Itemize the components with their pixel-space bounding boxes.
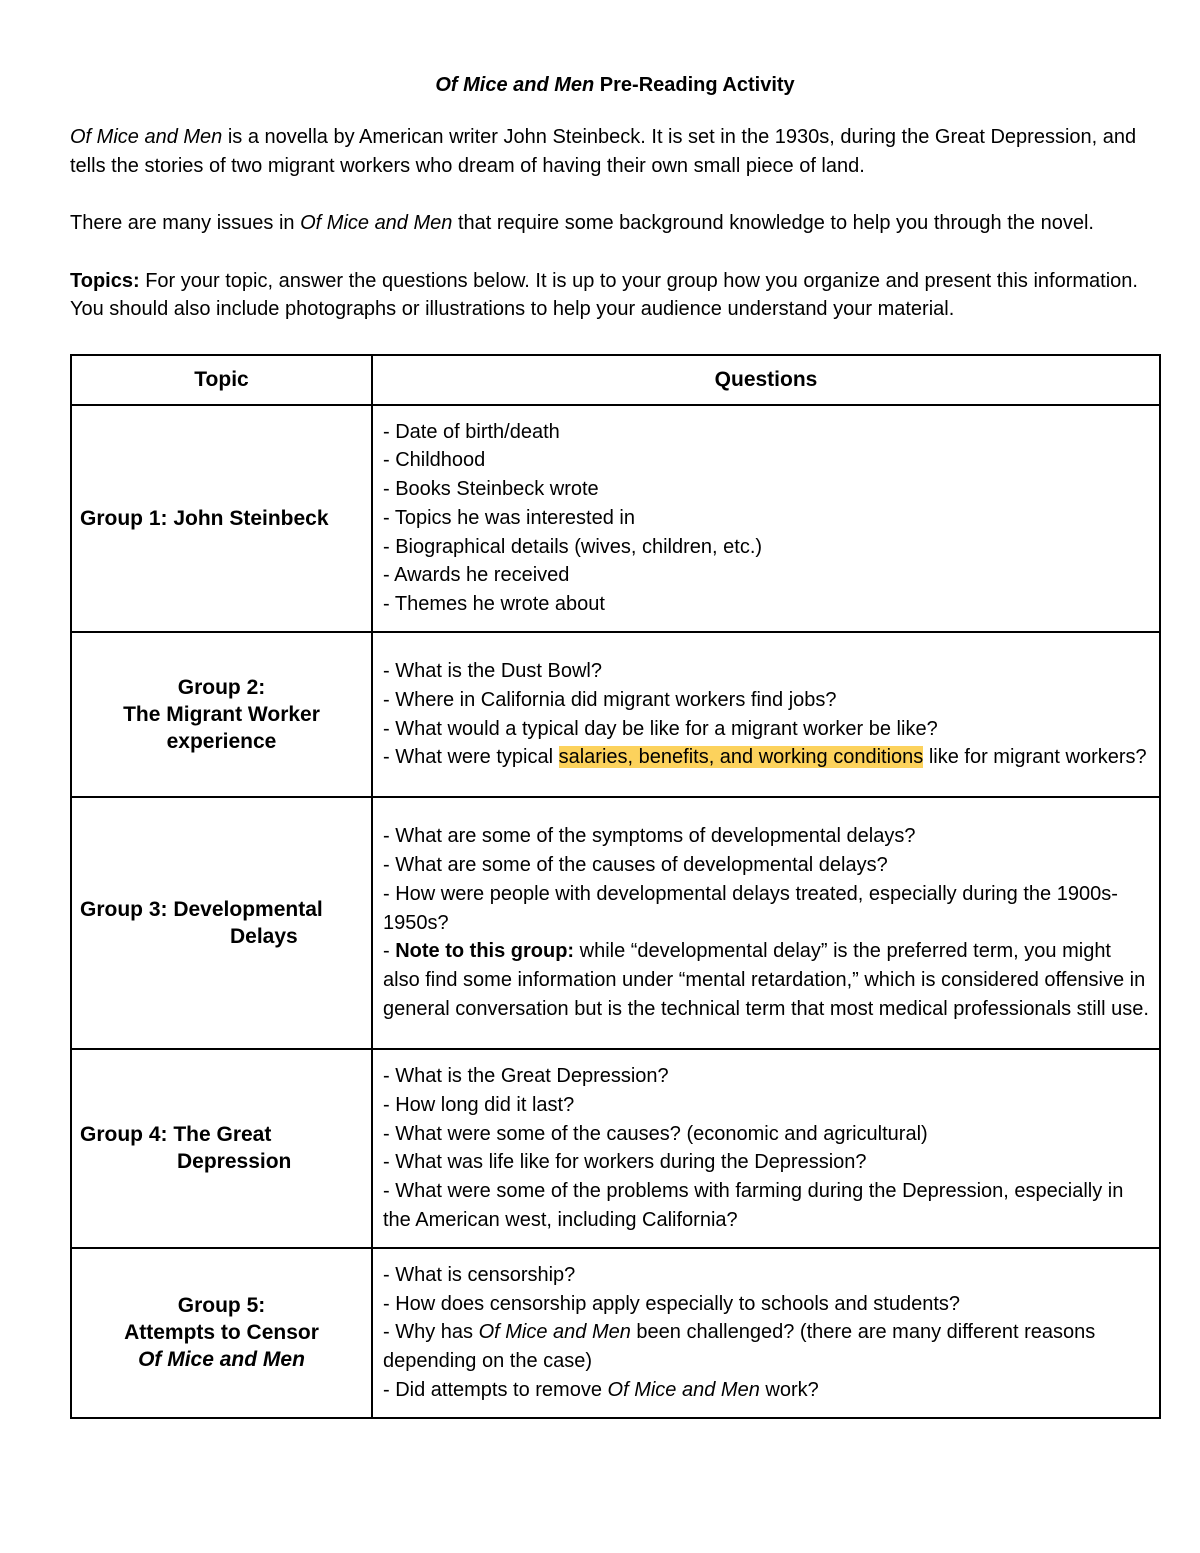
group1-topic: Group 1: John Steinbeck bbox=[71, 405, 372, 633]
question-item: - How does censorship apply especially to schools and students? bbox=[383, 1292, 960, 1315]
issues-before: There are many issues in bbox=[70, 212, 301, 234]
group4-topic-line2: Depression bbox=[177, 1150, 292, 1174]
group3-questions bbox=[372, 797, 1160, 1049]
question-item: - Childhood bbox=[383, 449, 486, 472]
question-item: - Awards he received bbox=[383, 564, 570, 587]
group2-topic-line3: experience bbox=[166, 730, 277, 754]
topics-text: For your topic, answer the questions below. It is up to your group how you organize and present this information. You should also include photographs or illustrations to help your audience understand your material. bbox=[70, 269, 1138, 320]
question-item: - What was life like for workers during the Depression? bbox=[383, 1151, 867, 1174]
group2-questions bbox=[372, 632, 1160, 797]
table-row-group1 bbox=[71, 405, 1160, 633]
q4-before: - What were typical bbox=[383, 746, 559, 769]
intro-italic: Of Mice and Men bbox=[70, 126, 223, 148]
group5-topic-line3: Of Mice and Men bbox=[138, 1348, 305, 1372]
issues-paragraph bbox=[70, 209, 1160, 238]
group5-topic-line1: Group 5: bbox=[177, 1294, 266, 1318]
group3-topic-line1: Group 3: Developmental bbox=[80, 898, 323, 922]
q4-after: work? bbox=[759, 1379, 819, 1402]
table-row-group4 bbox=[71, 1049, 1160, 1248]
question-item bbox=[383, 1318, 1151, 1376]
intro-text: is a novella by American writer John Steinbeck. It is set in the 1930s, during the Great Depression, and tells the stories of two migrant workers who dream of having their own small piece of land. bbox=[70, 126, 1137, 177]
group5-questions bbox=[372, 1248, 1160, 1418]
table-row-group5 bbox=[71, 1248, 1160, 1418]
q4-before: - Did attempts to remove bbox=[383, 1379, 608, 1402]
q3-before: - Why has bbox=[383, 1321, 479, 1344]
question-item: - What would a typical day be like for a migrant worker be like? bbox=[383, 717, 938, 740]
question-item: - What is censorship? bbox=[383, 1263, 576, 1286]
group4-topic bbox=[71, 1049, 372, 1248]
issues-after: that require some background knowledge to help you through the novel. bbox=[452, 212, 1094, 234]
question-note bbox=[383, 937, 1151, 1023]
question-item: - Books Steinbeck wrote bbox=[383, 478, 599, 501]
group4-topic-line1: Group 4: The Great bbox=[80, 1123, 272, 1147]
group5-topic bbox=[71, 1248, 372, 1418]
topics-label: Topics: bbox=[70, 269, 140, 292]
table-row-group3 bbox=[71, 797, 1160, 1049]
group2-topic-line1: Group 2: bbox=[177, 676, 266, 700]
q4-italic: Of Mice and Men bbox=[607, 1379, 760, 1402]
q3-after: been challenged? (there are many different reasons depending on the case) bbox=[383, 1321, 1096, 1373]
group5-topic-line2: Attempts to Censor bbox=[124, 1321, 319, 1345]
q3-italic: Of Mice and Men bbox=[478, 1321, 631, 1344]
note-text: while “developmental delay” is the preferred term, you might also find some information under “mental retardation,” which is considered offensive in general conversation but is the technical term that most medical professionals still use. bbox=[383, 940, 1149, 1021]
question-item: - Where in California did migrant workers find jobs? bbox=[383, 688, 837, 711]
group2-topic bbox=[71, 632, 372, 797]
intro-paragraph bbox=[70, 123, 1160, 180]
table-header-row bbox=[71, 355, 1160, 405]
group4-questions bbox=[372, 1049, 1160, 1248]
group3-topic-line2: Delays bbox=[230, 925, 298, 949]
question-item: - How were people with developmental delays treated, especially during the 1900s-1950s? bbox=[383, 882, 1118, 934]
question-item: - Themes he wrote about bbox=[383, 593, 605, 616]
table-row-group2 bbox=[71, 632, 1160, 797]
question-item: - What were some of the causes? (economic and agricultural) bbox=[383, 1122, 928, 1145]
group1-questions bbox=[372, 405, 1160, 633]
question-item: - What is the Dust Bowl? bbox=[383, 659, 602, 682]
topics-table bbox=[70, 354, 1161, 1419]
question-item: - What are some of the causes of developmental delays? bbox=[383, 854, 888, 877]
document-page bbox=[70, 74, 1160, 1419]
question-item: - What are some of the symptoms of developmental delays? bbox=[383, 825, 916, 848]
group3-topic bbox=[71, 797, 372, 1049]
question-item: - Biographical details (wives, children, etc.) bbox=[383, 535, 763, 558]
question-item: - What were some of the problems with farming during the Depression, especially in the American west, including California? bbox=[383, 1180, 1124, 1232]
issues-italic: Of Mice and Men bbox=[300, 212, 453, 234]
header-topic: Topic bbox=[71, 355, 372, 405]
question-item: - Topics he was interested in bbox=[383, 506, 635, 529]
question-item: - How long did it last? bbox=[383, 1093, 575, 1116]
note-dash: - bbox=[383, 940, 396, 963]
question-item bbox=[383, 743, 1151, 772]
group2-topic-line2: The Migrant Worker bbox=[123, 703, 320, 727]
title-rest: Pre-Reading Activity bbox=[594, 74, 795, 96]
note-label: Note to this group: bbox=[395, 940, 575, 963]
header-questions: Questions bbox=[372, 355, 1160, 405]
question-item: - Date of birth/death bbox=[383, 420, 560, 443]
title-italic: Of Mice and Men bbox=[435, 74, 595, 96]
topics-paragraph bbox=[70, 267, 1160, 324]
highlighted-text: salaries, benefits, and working conditions bbox=[558, 746, 924, 769]
page-title bbox=[70, 74, 1160, 97]
question-item: - What is the Great Depression? bbox=[383, 1065, 669, 1088]
question-item bbox=[383, 1376, 1151, 1405]
q4-after: like for migrant workers? bbox=[923, 746, 1147, 769]
